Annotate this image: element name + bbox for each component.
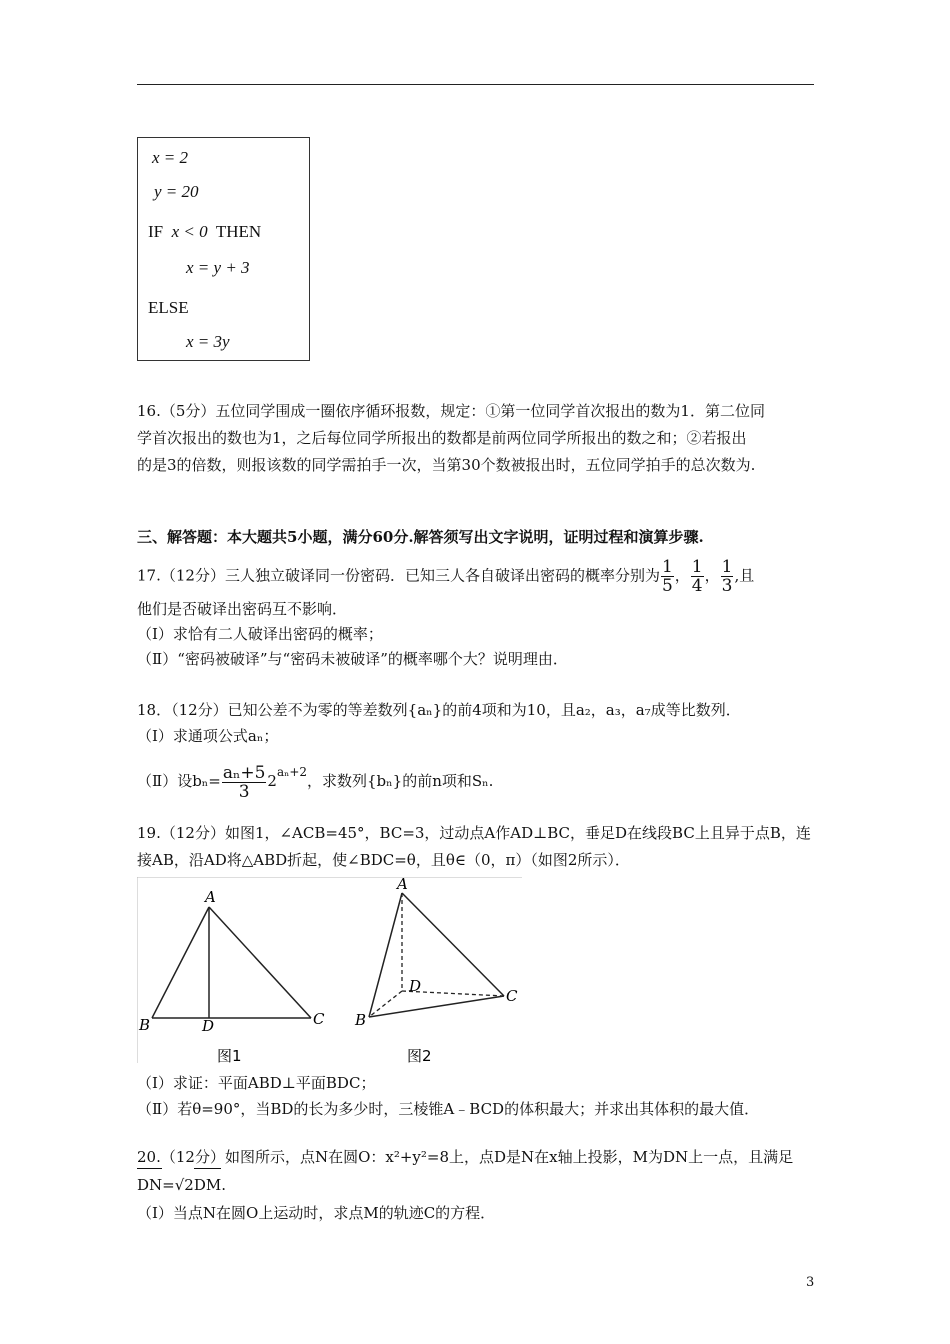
code-line-4: x = y + 3 [186, 258, 250, 277]
figure-triangles [137, 877, 522, 1067]
fig2-edge-ab [369, 893, 402, 1017]
fig1-label-b: B [139, 1016, 151, 1034]
figure-2 [354, 877, 518, 1065]
code-line-2: y = 20 [154, 182, 199, 201]
q16-line-2: 学首次报出的数也为1，之后每位同学所报出的数都是前两位同学所报出的数之和；②若报出 [137, 429, 747, 447]
q17-part-2: （Ⅱ）“密码被破译”与“密码未被破译”的概率哪个大？说明理由． [137, 650, 568, 668]
fig2-edge-bc [369, 996, 504, 1017]
q18-part-2: （Ⅱ）设bₙ= $\frac{\text{aₙ+5}}{3}$ $2^{a_n+2}$，求数列{bₙ}的前n项和Sₙ. [137, 762, 494, 802]
code-line-6: x = 3y [186, 332, 230, 351]
code-line-5: ELSE [148, 298, 189, 317]
fig1-caption: 图1 [217, 1047, 242, 1065]
code-line-1: x = 2 [152, 148, 189, 167]
q17-line-1: 17.（12分）三人独立破译同一份密码．已知三人各自破译出密码的概率分别为 $\frac{1}{5}$ ， $\frac{1}{4}$ ， $\frac{1}{3}$ ,且 [137, 557, 755, 596]
q19-part-1: （Ⅰ）求证：平面ABD⊥平面BDC； [137, 1074, 376, 1092]
fig2-label-b: B [355, 1011, 367, 1029]
question-17-cont [137, 597, 817, 672]
fig1-label-a: A [205, 888, 216, 906]
fig1-label-c: C [313, 1010, 325, 1028]
q19-line-1: 19.（12分）如图1，∠ACB=45°，BC=3，过动点A作AD⊥BC，垂足D在线段BC上且异于点B，连 [137, 824, 811, 842]
q17-part-1: （Ⅰ）求恰有二人破译出密码的概率； [137, 625, 383, 643]
q18-part-1: （Ⅰ）求通项公式aₙ； [137, 727, 279, 745]
q18-line-1: 18．（12分）已知公差不为零的等差数列{aₙ}的前4项和为10，且a₂，a₃，a₇成等比数列． [137, 701, 741, 719]
q20-part-1: （Ⅰ）当点N在圆O上运动时，求点M的轨迹C的方程． [137, 1204, 496, 1222]
q19-line-2: 接AB，沿AD将△ABD折起，使∠BDC=θ，且θ∈（0，π）（如图2所示）． [137, 851, 630, 869]
vector-dn: DN [137, 1171, 162, 1199]
fig1-edge-ac [209, 907, 311, 1018]
question-18 [137, 697, 817, 749]
q16-line-1: 16.（5分）五位同学围成一圈依序循环报数，规定：①第一位同学首次报出的数为1．第二位同 [137, 402, 765, 420]
q19-part-2: （Ⅱ）若θ=90°，当BD的长为多少时，三棱锥A﹣BCD的体积最大；并求出其体积的最大值． [137, 1100, 760, 1118]
fig2-caption: 图2 [407, 1047, 432, 1065]
vector-dm: DM [194, 1171, 221, 1199]
fig2-label-d: D [409, 977, 422, 995]
fig2-label-c: C [506, 987, 518, 1005]
q17-line-2: 他们是否破译出密码互不影响． [137, 600, 348, 618]
fraction-an5-over-3: $\frac{\text{aₙ+5}}{3}$ [222, 762, 266, 802]
header-rule [137, 84, 814, 85]
section-3-heading: 三、解答题：本大题共5小题，满分60分.解答须写出文字说明，证明过程和演算步骤. [137, 528, 704, 546]
fraction-1-3: $\frac{1}{3}$ [721, 557, 733, 596]
fig2-label-a: A [397, 877, 408, 893]
q16-line-3: 的是3的倍数，则报该数的同学需拍手一次，当第30个数被报出时，五位同学拍手的总次数为. [137, 456, 756, 474]
program-code-box [137, 137, 310, 361]
code-line-3: IF x < 0 THEN [148, 222, 262, 241]
q20-vector-equation: DN=√2DM. [137, 1171, 817, 1199]
question-16 [137, 398, 817, 479]
q20-line-1: 20.（12分）如图所示，点N在圆O：x²+y²=8上，点D是N在x轴上投影，M为DN上一点，且满足 [137, 1148, 794, 1166]
fig1-label-d: D [202, 1017, 215, 1035]
fig1-edge-ab [152, 907, 209, 1018]
fraction-1-4: $\frac{1}{4}$ [691, 557, 703, 596]
figure-1 [138, 888, 325, 1065]
question-20 [137, 1143, 817, 1227]
question-19-parts [137, 1070, 817, 1122]
figure-svg [137, 877, 522, 1067]
fraction-1-5: $\frac{1}{5}$ [661, 557, 673, 596]
question-17 [137, 558, 817, 595]
question-19 [137, 820, 817, 874]
page-number: 3 [806, 1275, 815, 1290]
